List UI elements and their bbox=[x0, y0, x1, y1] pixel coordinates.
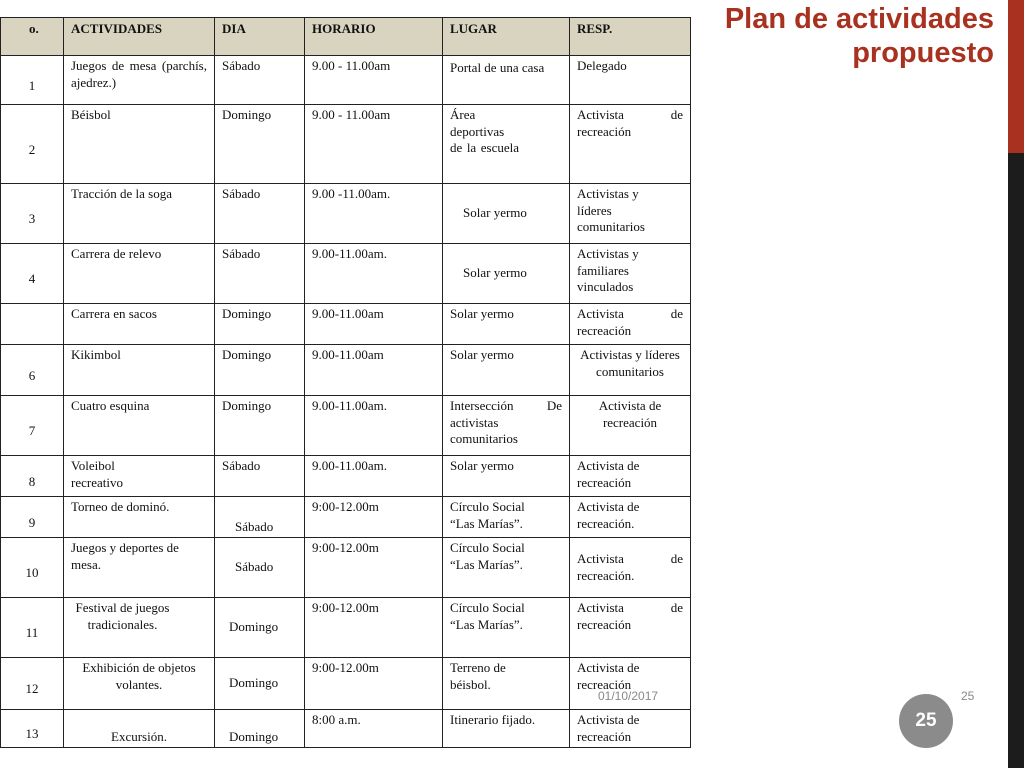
row-actividad: Torneo de dominó. bbox=[64, 497, 215, 538]
row-horario: 9:00-12.00m bbox=[305, 497, 443, 538]
row-actividad: Tracción de la soga bbox=[64, 184, 215, 244]
header-horario: HORARIO bbox=[305, 18, 443, 56]
row-horario: 9.00-11.00am. bbox=[305, 244, 443, 304]
row-dia: Sábado bbox=[215, 56, 305, 105]
row-number: 11 bbox=[1, 598, 64, 658]
row-dia: Sábado bbox=[215, 538, 305, 598]
row-resp: Activistas y líderes comunitarios bbox=[570, 345, 691, 396]
table-row bbox=[1, 184, 691, 244]
row-actividad: Exhibición de objetos volantes. bbox=[64, 658, 215, 710]
row-resp: Activista de recreación bbox=[570, 598, 691, 658]
row-horario: 9:00-12.00m bbox=[305, 658, 443, 710]
row-resp: Activista de recreación bbox=[570, 456, 691, 497]
row-dia: Domingo bbox=[215, 304, 305, 345]
row-number: 13 bbox=[1, 710, 64, 748]
header-no: o. bbox=[1, 18, 64, 56]
row-lugar: Portal de una casa bbox=[443, 56, 570, 105]
row-actividad: Festival de juegos tradicionales. bbox=[64, 598, 215, 658]
table-row bbox=[1, 345, 691, 396]
row-lugar: Terreno de béisbol. bbox=[443, 658, 570, 710]
row-lugar: Itinerario fijado. bbox=[443, 710, 570, 748]
table-row bbox=[1, 244, 691, 304]
accent-bar-dark bbox=[1008, 153, 1024, 768]
row-dia: Sábado bbox=[215, 184, 305, 244]
table-row bbox=[1, 304, 691, 345]
row-horario: 8:00 a.m. bbox=[305, 710, 443, 748]
row-lugar: Solar yermo bbox=[443, 184, 570, 244]
row-actividad: Carrera de relevo bbox=[64, 244, 215, 304]
slide-title-line2: propuesto bbox=[852, 37, 994, 69]
activities-table bbox=[0, 17, 691, 748]
table-header-row bbox=[1, 18, 691, 56]
row-lugar: Solar yermo bbox=[443, 456, 570, 497]
row-number: 6 bbox=[1, 345, 64, 396]
row-actividad: Juegos de mesa (parchís, ajedrez.) bbox=[64, 56, 215, 105]
row-horario: 9.00 - 11.00am bbox=[305, 105, 443, 184]
row-resp: Activista de recreación. bbox=[570, 497, 691, 538]
row-number: 3 bbox=[1, 184, 64, 244]
row-resp: Delegado bbox=[570, 56, 691, 105]
row-horario: 9.00-11.00am bbox=[305, 345, 443, 396]
row-lugar: Solar yermo bbox=[443, 345, 570, 396]
row-number: 1 bbox=[1, 56, 64, 105]
row-actividad: Excursión. bbox=[64, 710, 215, 748]
row-dia: Domingo bbox=[215, 396, 305, 456]
row-actividad: Béisbol bbox=[64, 105, 215, 184]
row-dia: Sábado bbox=[215, 244, 305, 304]
table-row bbox=[1, 658, 691, 710]
row-dia: Domingo bbox=[215, 598, 305, 658]
slide-title bbox=[674, 2, 994, 70]
row-horario: 9:00-12.00m bbox=[305, 598, 443, 658]
row-resp: Activista de recreación bbox=[570, 105, 691, 184]
row-horario: 9.00-11.00am. bbox=[305, 456, 443, 497]
row-dia: Sábado bbox=[215, 497, 305, 538]
table-row bbox=[1, 538, 691, 598]
row-resp: Activista de recreación bbox=[570, 396, 691, 456]
row-resp: Activistas y familiares vinculados bbox=[570, 244, 691, 304]
slide-title-line1: Plan de actividades bbox=[724, 3, 994, 35]
row-number bbox=[1, 304, 64, 345]
row-resp: Activista de recreación bbox=[570, 710, 691, 748]
row-resp: Activista de recreación. bbox=[570, 538, 691, 598]
row-lugar: Intersección De activistas comunitarios bbox=[443, 396, 570, 456]
row-horario: 9.00-11.00am. bbox=[305, 396, 443, 456]
header-resp: RESP. bbox=[570, 18, 691, 56]
table-row bbox=[1, 497, 691, 538]
row-actividad: Cuatro esquina bbox=[64, 396, 215, 456]
row-horario: 9.00 -11.00am. bbox=[305, 184, 443, 244]
row-actividad: Voleibol recreativo bbox=[64, 456, 215, 497]
page-number-badge: 25 bbox=[899, 694, 953, 748]
row-lugar: Solar yermo bbox=[443, 304, 570, 345]
row-lugar: Solar yermo bbox=[443, 244, 570, 304]
table-row bbox=[1, 105, 691, 184]
row-resp: Activista de recreación bbox=[570, 304, 691, 345]
row-lugar: Círculo Social “Las Marías”. bbox=[443, 497, 570, 538]
row-dia: Domingo bbox=[215, 658, 305, 710]
row-lugar: Círculo Social “Las Marías”. bbox=[443, 538, 570, 598]
row-horario: 9.00-11.00am bbox=[305, 304, 443, 345]
table-row bbox=[1, 396, 691, 456]
row-number: 10 bbox=[1, 538, 64, 598]
table-row bbox=[1, 598, 691, 658]
row-dia: Domingo bbox=[215, 710, 305, 748]
row-actividad: Kikimbol bbox=[64, 345, 215, 396]
row-actividad: Juegos y deportes de mesa. bbox=[64, 538, 215, 598]
header-dia: DIA bbox=[215, 18, 305, 56]
slide-page-number: 25 bbox=[961, 689, 975, 703]
slide-date: 01/10/2017 bbox=[598, 689, 659, 703]
row-number: 7 bbox=[1, 396, 64, 456]
row-horario: 9:00-12.00m bbox=[305, 538, 443, 598]
row-dia: Domingo bbox=[215, 345, 305, 396]
row-lugar: Círculo Social “Las Marías”. bbox=[443, 598, 570, 658]
row-number: 8 bbox=[1, 456, 64, 497]
row-horario: 9.00 - 11.00am bbox=[305, 56, 443, 105]
row-resp: Activistas y líderes comunitarios bbox=[570, 184, 691, 244]
row-dia: Domingo bbox=[215, 105, 305, 184]
row-resp: Activista de recreación bbox=[570, 658, 691, 710]
table-row bbox=[1, 456, 691, 497]
header-lugar: LUGAR bbox=[443, 18, 570, 56]
row-dia: Sábado bbox=[215, 456, 305, 497]
row-lugar: Área deportivas de la escuela bbox=[443, 105, 570, 184]
row-number: 12 bbox=[1, 658, 64, 710]
row-number: 2 bbox=[1, 105, 64, 184]
table-row bbox=[1, 710, 691, 748]
table-row bbox=[1, 56, 691, 105]
row-number: 9 bbox=[1, 497, 64, 538]
row-number: 4 bbox=[1, 244, 64, 304]
header-actividades: ACTIVIDADES bbox=[64, 18, 215, 56]
accent-bar-red bbox=[1008, 0, 1024, 153]
row-actividad: Carrera en sacos bbox=[64, 304, 215, 345]
